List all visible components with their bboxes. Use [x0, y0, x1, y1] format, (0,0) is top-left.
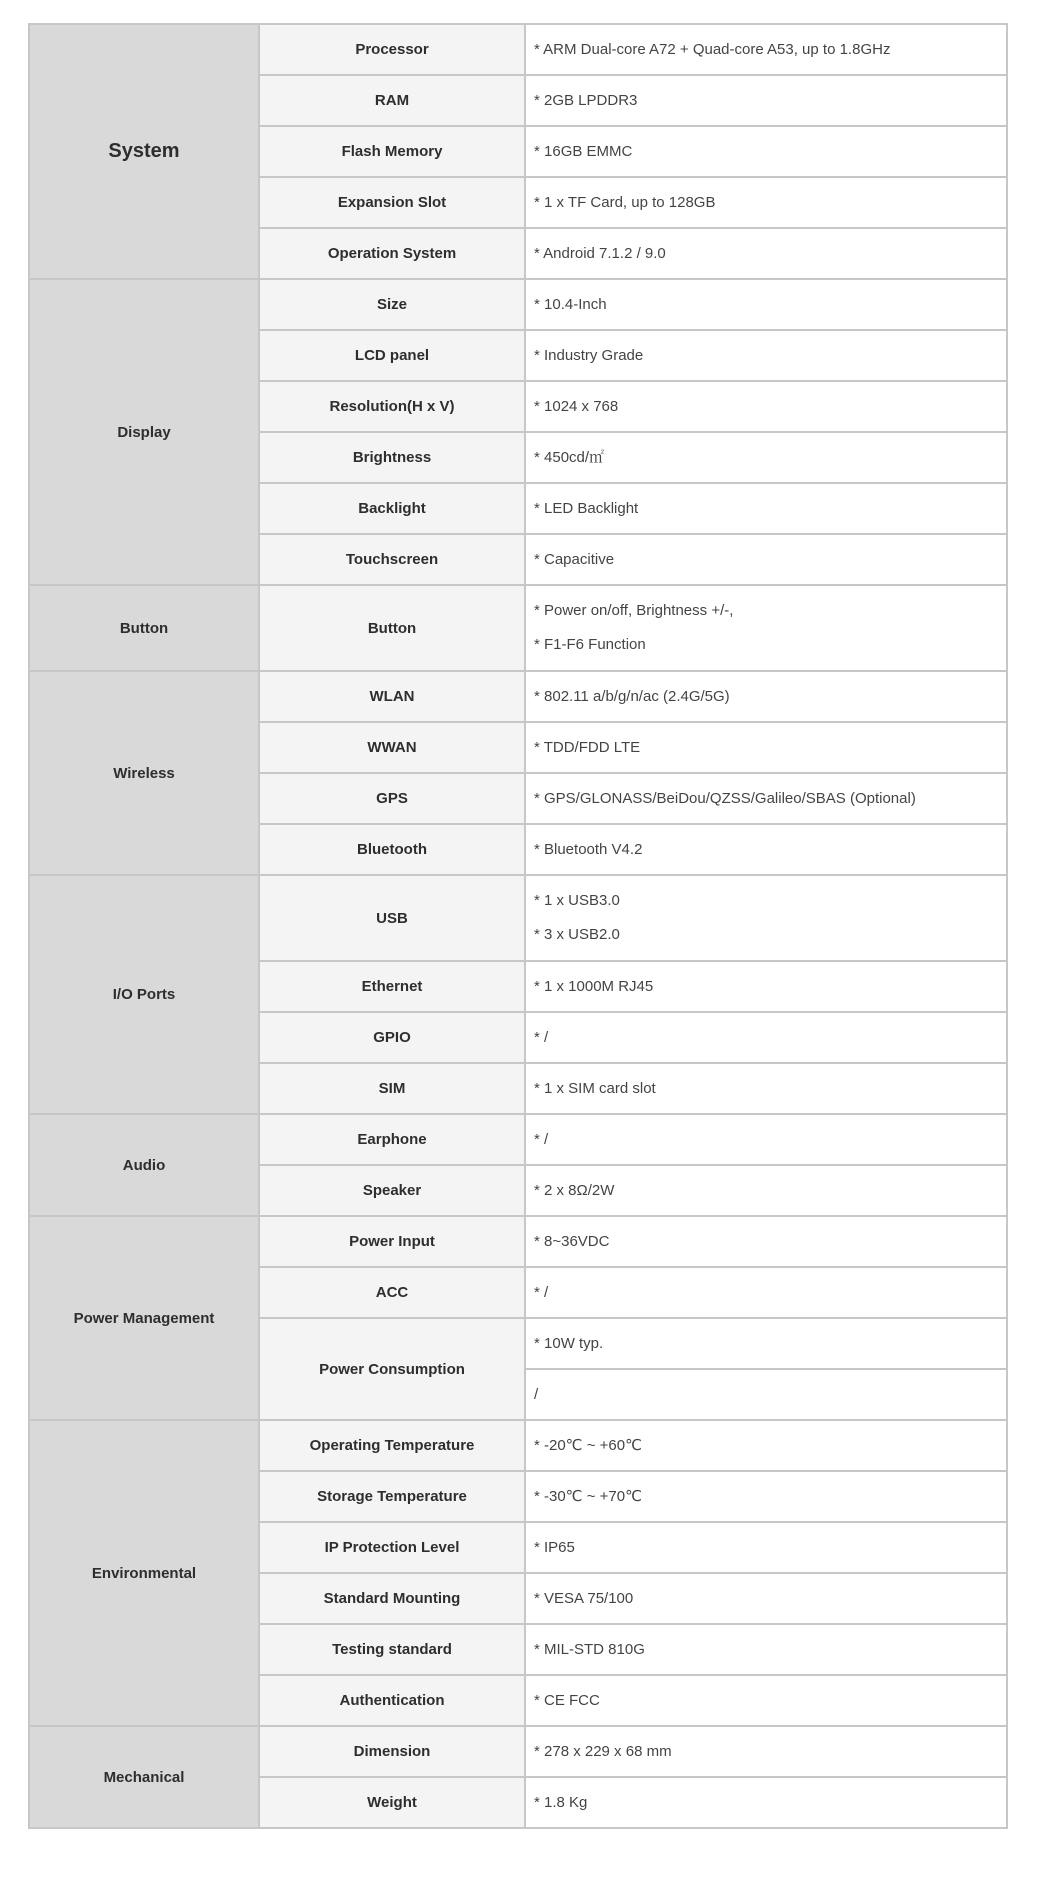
value-line: * 2 x 8Ω/2W: [534, 1181, 615, 1199]
value-line: * Industry Grade: [534, 346, 644, 364]
value-line: * 1 x TF Card, up to 128GB: [534, 193, 716, 211]
value-wlan: [525, 671, 1007, 722]
value-line: * ARM Dual-core A72 + Quad-core A53, up to 1.8GHz: [534, 40, 891, 58]
param-wlan: WLAN: [259, 671, 525, 722]
value-backlight: [525, 483, 1007, 534]
group-power-management: Power Management: [29, 1216, 259, 1420]
value-line: * 1 x 1000M RJ45: [534, 977, 654, 995]
group-button: Button: [29, 585, 259, 671]
value-standard-mounting: [525, 1573, 1007, 1624]
value-line: * 1.8 Kg: [534, 1793, 588, 1811]
value-usb: [525, 875, 1007, 961]
param-authentication: Authentication: [259, 1675, 525, 1726]
param-resolution-h-x-v: Resolution(H x V): [259, 381, 525, 432]
value-line: * /: [534, 1283, 549, 1301]
value-ethernet: [525, 961, 1007, 1012]
group-i-o-ports: I/O Ports: [29, 875, 259, 1114]
value-line: * 2GB LPDDR3: [534, 91, 638, 109]
value-line: * CE FCC: [534, 1691, 600, 1709]
param-backlight: Backlight: [259, 483, 525, 534]
value-line: * -20℃ ~ +60℃: [534, 1436, 642, 1454]
value-line: * /: [534, 1028, 549, 1046]
value-size: [525, 279, 1007, 330]
spec-row: [29, 279, 1007, 330]
value-line: * 8~36VDC: [534, 1232, 610, 1250]
group-environmental: Environmental: [29, 1420, 259, 1726]
param-standard-mounting: Standard Mounting: [259, 1573, 525, 1624]
param-ram: RAM: [259, 75, 525, 126]
param-acc: ACC: [259, 1267, 525, 1318]
value-ip-protection-level: [525, 1522, 1007, 1573]
param-operation-system: Operation System: [259, 228, 525, 279]
value-expansion-slot: [525, 177, 1007, 228]
param-usb: USB: [259, 875, 525, 961]
spec-row: [29, 24, 1007, 75]
param-button: Button: [259, 585, 525, 671]
value-sim: [525, 1063, 1007, 1114]
value-line: * 1 x SIM card slot: [534, 1079, 656, 1097]
param-touchscreen: Touchscreen: [259, 534, 525, 585]
spec-row: [29, 1216, 1007, 1267]
value-gpio: [525, 1012, 1007, 1063]
value-line: * 278 x 229 x 68 mm: [534, 1742, 672, 1760]
value-line: * 16GB EMMC: [534, 142, 633, 160]
value-line: * Capacitive: [534, 550, 615, 568]
value-line: /: [534, 1385, 539, 1403]
value-lcd-panel: [525, 330, 1007, 381]
param-lcd-panel: LCD panel: [259, 330, 525, 381]
spec-row: [29, 1420, 1007, 1471]
param-dimension: Dimension: [259, 1726, 525, 1777]
value-power-consumption: [525, 1369, 1007, 1420]
value-testing-standard: [525, 1624, 1007, 1675]
value-line: * F1-F6 Function: [534, 636, 646, 653]
value-line: * 450cd/㎡: [534, 448, 605, 466]
param-sim: SIM: [259, 1063, 525, 1114]
param-earphone: Earphone: [259, 1114, 525, 1165]
value-line: * GPS/GLONASS/BeiDou/QZSS/Galileo/SBAS (Optional): [534, 789, 916, 807]
spec-row: [29, 1114, 1007, 1165]
value-line: * 10.4-Inch: [534, 295, 607, 313]
param-storage-temperature: Storage Temperature: [259, 1471, 525, 1522]
group-mechanical: Mechanical: [29, 1726, 259, 1828]
spec-row: [29, 671, 1007, 722]
value-dimension: [525, 1726, 1007, 1777]
value-wwan: [525, 722, 1007, 773]
param-power-consumption: Power Consumption: [259, 1318, 525, 1420]
value-operating-temperature: [525, 1420, 1007, 1471]
param-ip-protection-level: IP Protection Level: [259, 1522, 525, 1573]
param-wwan: WWAN: [259, 722, 525, 773]
value-line: * 802.11 a/b/g/n/ac (2.4G/5G): [534, 687, 730, 705]
param-weight: Weight: [259, 1777, 525, 1828]
value-resolution-h-x-v: [525, 381, 1007, 432]
value-processor: [525, 24, 1007, 75]
value-operation-system: [525, 228, 1007, 279]
value-line: * VESA 75/100: [534, 1589, 634, 1607]
value-flash-memory: [525, 126, 1007, 177]
value-line: * 1 x USB3.0: [534, 892, 620, 909]
param-bluetooth: Bluetooth: [259, 824, 525, 875]
value-speaker: [525, 1165, 1007, 1216]
value-line: * Bluetooth V4.2: [534, 840, 643, 858]
param-speaker: Speaker: [259, 1165, 525, 1216]
value-line: * 10W typ.: [534, 1334, 604, 1352]
value-line: * IP65: [534, 1538, 575, 1556]
value-authentication: [525, 1675, 1007, 1726]
value-line: * Android 7.1.2 / 9.0: [534, 244, 666, 262]
param-expansion-slot: Expansion Slot: [259, 177, 525, 228]
value-line: * 1024 x 768: [534, 397, 619, 415]
spec-row: [29, 585, 1007, 671]
value-line: * TDD/FDD LTE: [534, 738, 641, 756]
value-earphone: [525, 1114, 1007, 1165]
param-operating-temperature: Operating Temperature: [259, 1420, 525, 1471]
value-acc: [525, 1267, 1007, 1318]
spec-row: [29, 875, 1007, 961]
param-testing-standard: Testing standard: [259, 1624, 525, 1675]
param-gps: GPS: [259, 773, 525, 824]
value-button: [525, 585, 1007, 671]
value-weight: [525, 1777, 1007, 1828]
group-wireless: Wireless: [29, 671, 259, 875]
spec-table: [28, 23, 1008, 1829]
value-line: * MIL-STD 810G: [534, 1640, 645, 1658]
param-power-input: Power Input: [259, 1216, 525, 1267]
param-flash-memory: Flash Memory: [259, 126, 525, 177]
value-gps: [525, 773, 1007, 824]
group-system: System: [29, 24, 259, 279]
param-ethernet: Ethernet: [259, 961, 525, 1012]
param-processor: Processor: [259, 24, 525, 75]
value-line: * 3 x USB2.0: [534, 926, 620, 943]
param-brightness: Brightness: [259, 432, 525, 483]
value-bluetooth: [525, 824, 1007, 875]
value-ram: [525, 75, 1007, 126]
value-line: * -30℃ ~ +70℃: [534, 1487, 642, 1505]
param-size: Size: [259, 279, 525, 330]
group-display: Display: [29, 279, 259, 585]
value-line: * Power on/off, Brightness +/-,: [534, 602, 734, 619]
group-audio: Audio: [29, 1114, 259, 1216]
spec-row: [29, 1726, 1007, 1777]
value-line: * LED Backlight: [534, 499, 639, 517]
value-touchscreen: [525, 534, 1007, 585]
value-line: * /: [534, 1130, 549, 1148]
spec-table-body: [29, 24, 1007, 1828]
value-power-consumption: [525, 1318, 1007, 1369]
value-storage-temperature: [525, 1471, 1007, 1522]
param-gpio: GPIO: [259, 1012, 525, 1063]
value-brightness: [525, 432, 1007, 483]
value-power-input: [525, 1216, 1007, 1267]
